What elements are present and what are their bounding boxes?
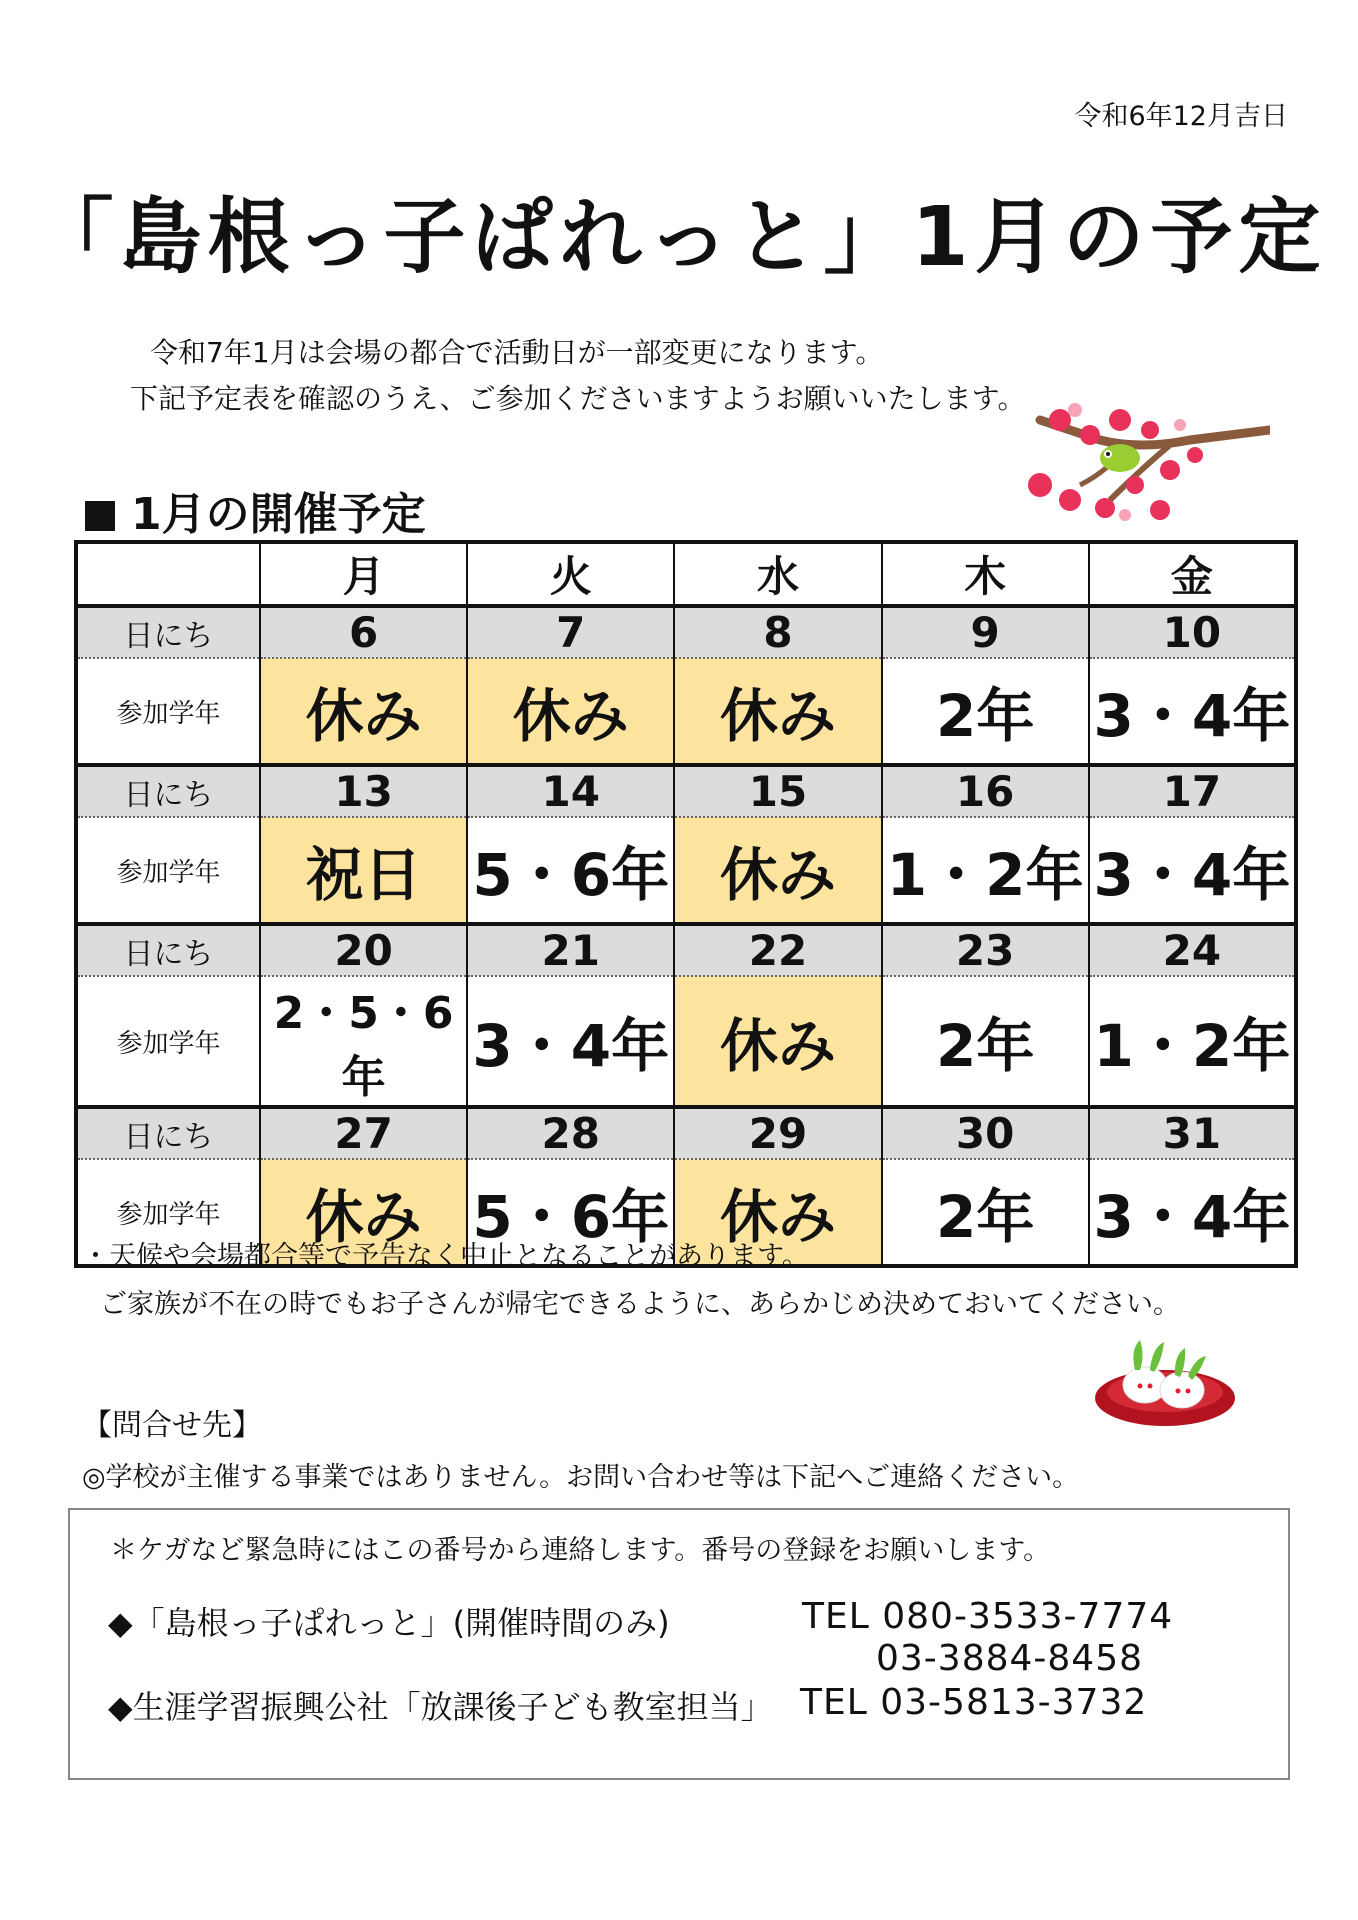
section-title [85, 478, 426, 542]
date-cell: 13 [260, 765, 467, 817]
note-line-2: ご家族が不在の時でもお子さんが帰宅できるように、あらかじめ決めておいてください。 [100, 1289, 1180, 1320]
date-cell: 21 [467, 924, 674, 976]
date-row [76, 1107, 1296, 1159]
grade-cell-off: 休み [467, 658, 674, 765]
grade-cell: 2年 [882, 1159, 1089, 1266]
weekday-cell: 水 [674, 542, 881, 606]
date-cell: 10 [1089, 606, 1296, 658]
grade-cell-off: 休み [260, 1159, 467, 1266]
date-cell: 24 [1089, 924, 1296, 976]
grade-cell-off: 休み [674, 1159, 881, 1266]
date-label: 日にち [76, 765, 260, 817]
grade-cell: 5・6年 [467, 817, 674, 924]
section-title-text: 1月の開催予定 [131, 489, 426, 540]
contact-org-1-tel-1: TEL 080-3533-7774 [802, 1596, 1174, 1637]
schedule-table [74, 540, 1298, 1268]
date-cell: 17 [1089, 765, 1296, 817]
contact-org-2-tel: TEL 03-5813-3732 [800, 1682, 1148, 1723]
date-cell: 30 [882, 1107, 1089, 1159]
date-cell: 29 [674, 1107, 881, 1159]
date-label: 日にち [76, 1107, 260, 1159]
square-bullet-icon [85, 501, 115, 531]
intro-line-1: 令和7年1月は会場の都合で活動日が一部変更になります。 [150, 336, 884, 369]
date-cell: 15 [674, 765, 881, 817]
grade-row [76, 658, 1296, 765]
mochi-plate-illustration [1090, 1330, 1240, 1430]
date-cell: 14 [467, 765, 674, 817]
date-cell: 16 [882, 765, 1089, 817]
date-cell: 9 [882, 606, 1089, 658]
date-row [76, 924, 1296, 976]
corner-cell [76, 542, 260, 606]
date-row [76, 765, 1296, 817]
weekday-row [76, 542, 1296, 606]
contact-subtext: ◎学校が主催する事業ではありません。お問い合わせ等は下記へご連絡ください。 [82, 1462, 1080, 1493]
contact-heading: 【問合せ先】 [82, 1408, 262, 1443]
grade-label: 参加学年 [76, 976, 260, 1107]
grade-cell: 3・4年 [1089, 1159, 1296, 1266]
grade-cell: 1・2年 [1089, 976, 1296, 1107]
date-cell: 23 [882, 924, 1089, 976]
contact-org-1: ◆「島根っ子ぱれっと」(開催時間のみ) [108, 1604, 670, 1642]
contact-org-1-tel-2: 03-3884-8458 [876, 1638, 1144, 1679]
emergency-note: ＊ケガなど緊急時にはこの番号から連絡します。番号の登録をお願いします。 [110, 1535, 1051, 1566]
date-cell: 20 [260, 924, 467, 976]
date-cell: 31 [1089, 1107, 1296, 1159]
grade-cell-holiday: 祝日 [260, 817, 467, 924]
date-cell: 7 [467, 606, 674, 658]
intro-line-2: 下記予定表を確認のうえ、ご参加くださいますようお願いいたします。 [130, 382, 1026, 415]
page-title: 「島根っ子ぱれっと」1月の予定 [31, 190, 1327, 285]
grade-cell: 2年 [882, 976, 1089, 1107]
notes [82, 1233, 1180, 1329]
grade-cell-off: 休み [674, 817, 881, 924]
contact-box [68, 1508, 1290, 1780]
grade-row [76, 817, 1296, 924]
grade-cell: 3・4年 [467, 976, 674, 1107]
date-row [76, 606, 1296, 658]
grade-row [76, 976, 1296, 1107]
contact-org-2: ◆生涯学習振興公社「放課後子ども教室担当」 [108, 1688, 773, 1726]
grade-label: 参加学年 [76, 1159, 260, 1266]
date-cell: 22 [674, 924, 881, 976]
note-line-1: ・天候や会場都合等で予告なく中止となることがあります。 [82, 1241, 809, 1272]
grade-label: 参加学年 [76, 658, 260, 765]
grade-cell: 3・4年 [1089, 817, 1296, 924]
grade-cell: 2年 [882, 658, 1089, 765]
grade-cell: 5・6年 [467, 1159, 674, 1266]
date-cell: 8 [674, 606, 881, 658]
date-label: 日にち [76, 606, 260, 658]
grade-cell: 3・4年 [1089, 658, 1296, 765]
date-cell: 28 [467, 1107, 674, 1159]
intro-text [130, 330, 1025, 422]
grade-label: 参加学年 [76, 817, 260, 924]
grade-cell: 1・2年 [882, 817, 1089, 924]
date-cell: 27 [260, 1107, 467, 1159]
grade-cell-off: 休み [260, 658, 467, 765]
weekday-cell: 木 [882, 542, 1089, 606]
grade-cell-off: 休み [674, 976, 881, 1107]
weekday-cell: 火 [467, 542, 674, 606]
grade-cell-off: 休み [674, 658, 881, 765]
weekday-cell: 月 [260, 542, 467, 606]
plum-branch-illustration [1020, 390, 1270, 530]
grade-cell: 2・5・6年 [260, 976, 467, 1107]
date-label: 日にち [76, 924, 260, 976]
issue-date: 令和6年12月吉日 [1074, 101, 1288, 132]
date-cell: 6 [260, 606, 467, 658]
weekday-cell: 金 [1089, 542, 1296, 606]
